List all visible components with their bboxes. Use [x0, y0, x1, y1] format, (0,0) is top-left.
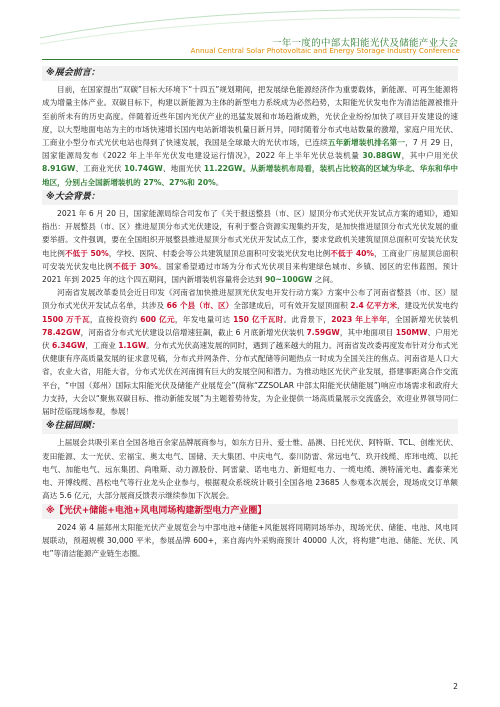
highlight-text: 五年新增装机排名第一 [327, 138, 406, 148]
text-run: ，其中地面项目 [339, 327, 396, 337]
text-run: ，其中户用光伏 [401, 151, 459, 161]
highlight-text: 78.42GW [42, 327, 81, 337]
text-run: 全部建成后，可有效开发屋顶面积 [233, 301, 351, 311]
text-run: 、地面光伏 [162, 164, 204, 174]
text-run: 之间。 [312, 275, 338, 285]
text-run: ，建设光伏发电约 [396, 301, 459, 311]
highlight-text: 6.34GW [52, 341, 86, 351]
text-run: 河南省发展改革委员会近日印发《河南省加快推进屋顶光伏发电开发行动方案》方案中公布了河南省整县（市、区）屋顶分布式光伏开发试点名单，共涉及 [42, 288, 458, 311]
highlight-text: 不低于 50% [64, 248, 109, 258]
highlight-text: 600 亿元 [140, 314, 175, 324]
text-run: 。国家希望通过市场为分布式光伏项目来构建绿色城市、乡镇、园区的宏伟蓝图。预计 2021 年到 2025 年的这个四五期间，国内新增装机容量将会达到 [42, 261, 459, 285]
preface-paragraph [42, 83, 458, 189]
highlight-text: 2023 年上半年 [331, 314, 388, 324]
review-paragraph: 上届展会共吸引来自全国各地百余家品牌展商参与，如东方日升、爱士惟、晶澳、日托光伏、阿特斯、TCL、创维光伏、麦田能源、太一光伏、宏福宝、奥太电气、国储、天大集团、中庆电气、泰川防雷、常远电气、玖开线缆、库玮电缆、以托电气、加能电气、远东集团、尚唯斯、动力源股份、阿雷蒙、诺电电力、新翅虹电力、一缆电缆、澳特浦光电、鑫泰莱光电、开博线缆、昌松电气等行业龙头企业参与，根据观众系统统计吸引全国各地 23685 人参观本次展会，现场成交订单额高达 5.6 亿元，大部分展商反馈表示继续参加下次展会。 [42, 438, 459, 501]
section-heading-special: ※【光伏+储能+电池+风电同场构建新型电力产业圈】 [42, 504, 458, 519]
highlight-text: 30.88GW [362, 151, 402, 161]
special-paragraph: 2024 第 4 届郑州太阳能光伏产业展览会与中部电池+储能+风能展将同期同场举办，现场光伏、储能、电池、风电同展联动，预超规模 30,000 平米，参展品牌 600+，来自海内外采购商预计 40000 人次，将构建“电池、储能、光伏、风电”等清洁能源产业链生态圈。 [42, 522, 458, 559]
conference-title-en: Annual Central Solar Photovoltaic and Energy Storage Industry Conference [190, 46, 460, 55]
highlight-text: 不低于 40% [330, 248, 374, 258]
highlight-text: 7.59GW [306, 327, 340, 337]
highlight-text: 90~100GW [264, 275, 313, 285]
text-run: ，河南省分布式光伏建设以倍增速狂飙，截止 6 月底新增光伏装机 [80, 327, 307, 337]
text-run: 、户用光伏 [42, 327, 458, 351]
highlight-text: 150 亿千瓦时 [233, 314, 284, 324]
highlight-text: 150MW [395, 327, 428, 337]
highlight-text: 2.4 亿平方米 [350, 301, 397, 311]
text-run: 。 [215, 177, 224, 187]
highlight-text: 11.22GW [203, 164, 243, 174]
highlight-text: 66 个县（市、区） [166, 301, 234, 311]
text-run: 、工商业光伏 [75, 164, 125, 174]
highlight-text: 8.91GW [42, 164, 76, 174]
header-divider [42, 59, 458, 60]
section-heading-background: ※大会背景： [42, 190, 458, 205]
text-run: 目前，在国家提出“双碳”目标大环境下“十四五”规划期间，把发展绿色能源经济作为重要载体，新能源、可再生能源将成为增量主体产业。双碳目标下，构建以新能源为主体的新型电力系统成为必然趋势，太阳能光伏发电作为清洁能源被推升至前所未有的历史高度。伴随着近些年国内光伏产业的迅猛发展和市场趋渐成熟，光伏企业纷纷加快了项目开发建设的速度，以大型地面电站为主的市场快速增长国内电站新增装机量日新月异，同时随着分布式电站数量的激增，家庭户用光伏、工商业小型分布式光伏电站也得到了快速发展，我国是全球最大的光伏市场，已连续 [42, 85, 458, 148]
highlight-text: 。从新增装机布局看，装机占比较高的区域为华北、华东和华中地区，分别占全国新增装机的 27%、27%和 20% [42, 164, 458, 187]
section-heading-review: ※往届回顾： [42, 419, 458, 434]
highlight-text: 不低于 30% [113, 261, 158, 271]
text-run: ，学校、医院、村委会等公共建筑屋顶总面积可安装光伏发电比例 [108, 248, 331, 258]
highlight-text: 1500 万千瓦 [42, 314, 90, 324]
highlight-text: 10.74GW [124, 164, 163, 174]
text-run: ，全国新增光伏装机 [387, 314, 459, 324]
background-paragraph-1 [42, 207, 458, 286]
text-run: 2021 年 6 月 20 日，国家能源局综合司发布了《关于报送整县（市、区）屋顶分布式光伏开发试点方案的通知》，通知指出：开展整县（市、区）推进屋顶分布式光伏建设，有利于整合资源实现集约开发，是加快推进屋顶分布式光伏发展的重要举措。文件强调，要在全国组织开展整县推进屋顶分布式光伏开发试点工作，要求党政机关建筑屋顶总面积可安装光伏发电比例 [42, 209, 458, 258]
text-run: 。分布式光伏高速发展的同时，遇到了越来越大的阻力。河南省发改委再度发布针对分布式光伏健康有序高质量发展的征求意见稿，分布式并网条件、分布式配储等问题热点一时成为全国关注的焦点。河南省是人口大省，农业大省，用能大省，分布式光伏在河南拥有巨大的发展空间和潜力。为推动地区光伏产业发展，搭建事距离合作交流平台，“中国（郑州）国际太阳能光伏及储能产业展览会”(简称“ZZSOLAR 中部太阳能光伏储能展”)响应市场需求和政府大力支持，大会以“聚焦双碳目标、推动新能发展”为主题着势待发，为企业提供一场高质量展示交流盛会，欢迎业界领导同仁届时莅临现场参观，参展！ [42, 341, 458, 417]
conference-title-cn: 一年一度的中部太阳能光伏及储能产业大会 [271, 38, 458, 49]
text-run: ，工商业 [85, 341, 119, 351]
text-run: ，直接投资约 [89, 314, 141, 324]
page-header [0, 0, 500, 62]
highlight-text: 1.1GW [118, 341, 147, 351]
page-number: 2 [453, 682, 458, 691]
text-run: ，年发电量可达 [174, 314, 234, 324]
text-run: 。此背景下， [283, 314, 332, 324]
text-run: ，7 月 29 日，国家能源局发布《2022 年上半年光伏发电建设运行情况》，2022 年上半年光伏总装机量 [42, 138, 459, 161]
section-heading-preface: ※展会前言： [42, 66, 458, 81]
text-run: ，工商业厂房屋顶总面积可安装光伏发电比例 [42, 248, 459, 271]
document-body [42, 66, 458, 560]
background-paragraph-2 [42, 286, 458, 418]
